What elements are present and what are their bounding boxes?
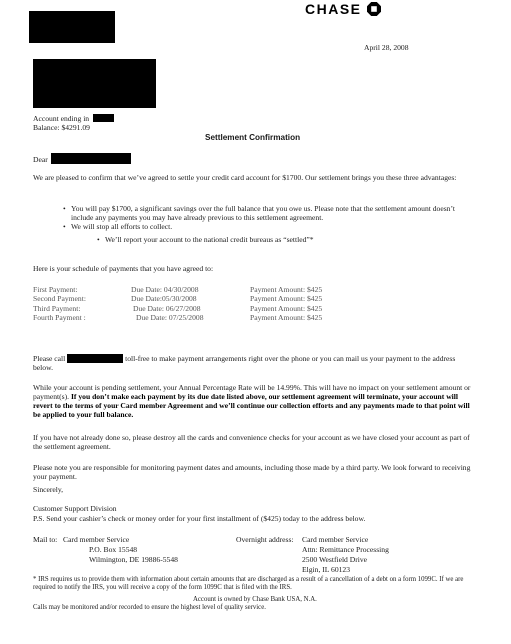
payment-due-date: Due Date:05/30/2008 — [131, 294, 197, 303]
irs-footnote: * IRS requires us to provide them with information about certain amounts that are discharged as a result of a cancellation of a debt on a form 1099C. If we are required to notify the IRS, you will receive a copy of the form 1099C that is filed with the IRS. — [33, 576, 464, 592]
balance-line: Balance: $4291.09 — [33, 123, 90, 132]
mail-address-line: P.O. Box 15548 — [89, 545, 138, 554]
redacted-name-block — [29, 11, 115, 43]
page-title: Settlement Confirmation — [205, 133, 301, 142]
payment-label: Third Payment: — [33, 304, 81, 313]
signature: Customer Support Division — [33, 504, 117, 513]
payment-due-date: Due Date: 07/25/2008 — [136, 313, 204, 322]
payment-due-date: Due Date: 06/27/2008 — [133, 304, 201, 313]
call-paragraph — [33, 354, 473, 372]
schedule-row — [33, 313, 333, 323]
advantage-item: • You will pay $1700, a significant savings over the full balance that you owe us. Please note that the settlement amount doesn’t include any payments you may have already previous to this settlement agreement. — [63, 204, 468, 222]
overnight-label: Overnight address: — [236, 535, 294, 544]
payment-amount: Payment Amount: $425 — [250, 313, 323, 322]
advantages-list — [63, 204, 468, 231]
schedule-intro: Here is your schedule of payments that you have agreed to: — [33, 264, 214, 273]
advantages-sublist — [97, 235, 397, 244]
logo-text: CHASE — [305, 1, 362, 17]
salutation — [33, 153, 131, 164]
chase-octagon-logo-icon — [367, 2, 381, 16]
advantage-item: • We will stop all efforts to collect. — [63, 222, 468, 231]
payment-due-date: Due Date: 04/30/2008 — [131, 285, 199, 294]
mail-address-line: Card member Service — [63, 535, 130, 544]
destroy-cards-paragraph: If you have not already done so, please destroy all the cards and convenience checks for your account as we have closed your account as part of the settlement agreement. — [33, 433, 470, 452]
overnight-address-line: Attn: Remittance Processing — [302, 545, 389, 554]
ownership-note: Account is owned by Chase Bank USA, N.A. — [193, 596, 317, 603]
responsibility-paragraph: Please note you are responsible for monitoring payment dates and amounts, including those made by a third party. We look forward to receiving your payment. — [33, 463, 471, 482]
redacted-account-number — [93, 114, 114, 122]
postscript: P.S. Send your cashier’s check or money order for your first installment of ($425) today to the address below. — [33, 514, 366, 523]
account-line — [33, 114, 114, 123]
call-text-before: Please call — [33, 354, 66, 363]
salutation-text: Dear — [33, 155, 48, 164]
redacted-phone-number — [67, 354, 123, 363]
overnight-address-line: 2500 Westfield Drive — [302, 555, 368, 564]
call-text-after: toll-free to make payment arrangements right over the phone or you can mail us your payment to the address below. — [33, 354, 456, 373]
apr-warning-text: If you don’t make each payment by its due date listed above, our settlement agreement will terminate, your account will revert to the terms of your Card member Agreement and we’ll continue our collection efforts and any payments made to that point will be applied to your full balance. — [33, 392, 470, 420]
payment-label: Second Payment: — [33, 294, 86, 303]
redacted-recipient-name — [51, 153, 131, 164]
mail-to-label: Mail to: — [33, 535, 58, 544]
mail-address-line: Wilmington, DE 19886-5548 — [89, 555, 178, 564]
apr-text: While your account is pending settlement, your Annual Percentage Rate will be 14.99%. This will have no impact on your settlement amount or payment(s). — [33, 383, 471, 402]
payment-label: First Payment: — [33, 285, 78, 294]
advantage-item: • We’ll report your account to the national credit bureaus as “settled”* — [97, 235, 397, 244]
overnight-address-line: Elgin, IL 60123 — [302, 565, 351, 574]
redacted-address-block — [33, 59, 156, 108]
account-label: Account ending in — [33, 114, 90, 123]
payment-amount: Payment Amount: $425 — [250, 294, 323, 303]
payment-label: Fourth Payment : — [33, 313, 86, 322]
closing: Sincerely, — [33, 485, 64, 494]
call-monitoring-note: Calls may be monitored and/or recorded to ensure the highest level of quality service. — [33, 604, 266, 611]
apr-paragraph — [33, 383, 473, 419]
overnight-address-line: Card member Service — [302, 535, 369, 544]
intro-paragraph: We are pleased to confirm that we’ve agreed to settle your credit card account for $1700. Our settlement brings you these three advantages: — [33, 173, 457, 182]
payment-amount: Payment Amount: $425 — [250, 285, 323, 294]
schedule-row — [33, 294, 333, 304]
payment-amount: Payment Amount: $425 — [250, 304, 323, 313]
letter-date: April 28, 2008 — [364, 43, 409, 52]
chase-logo — [305, 1, 381, 18]
